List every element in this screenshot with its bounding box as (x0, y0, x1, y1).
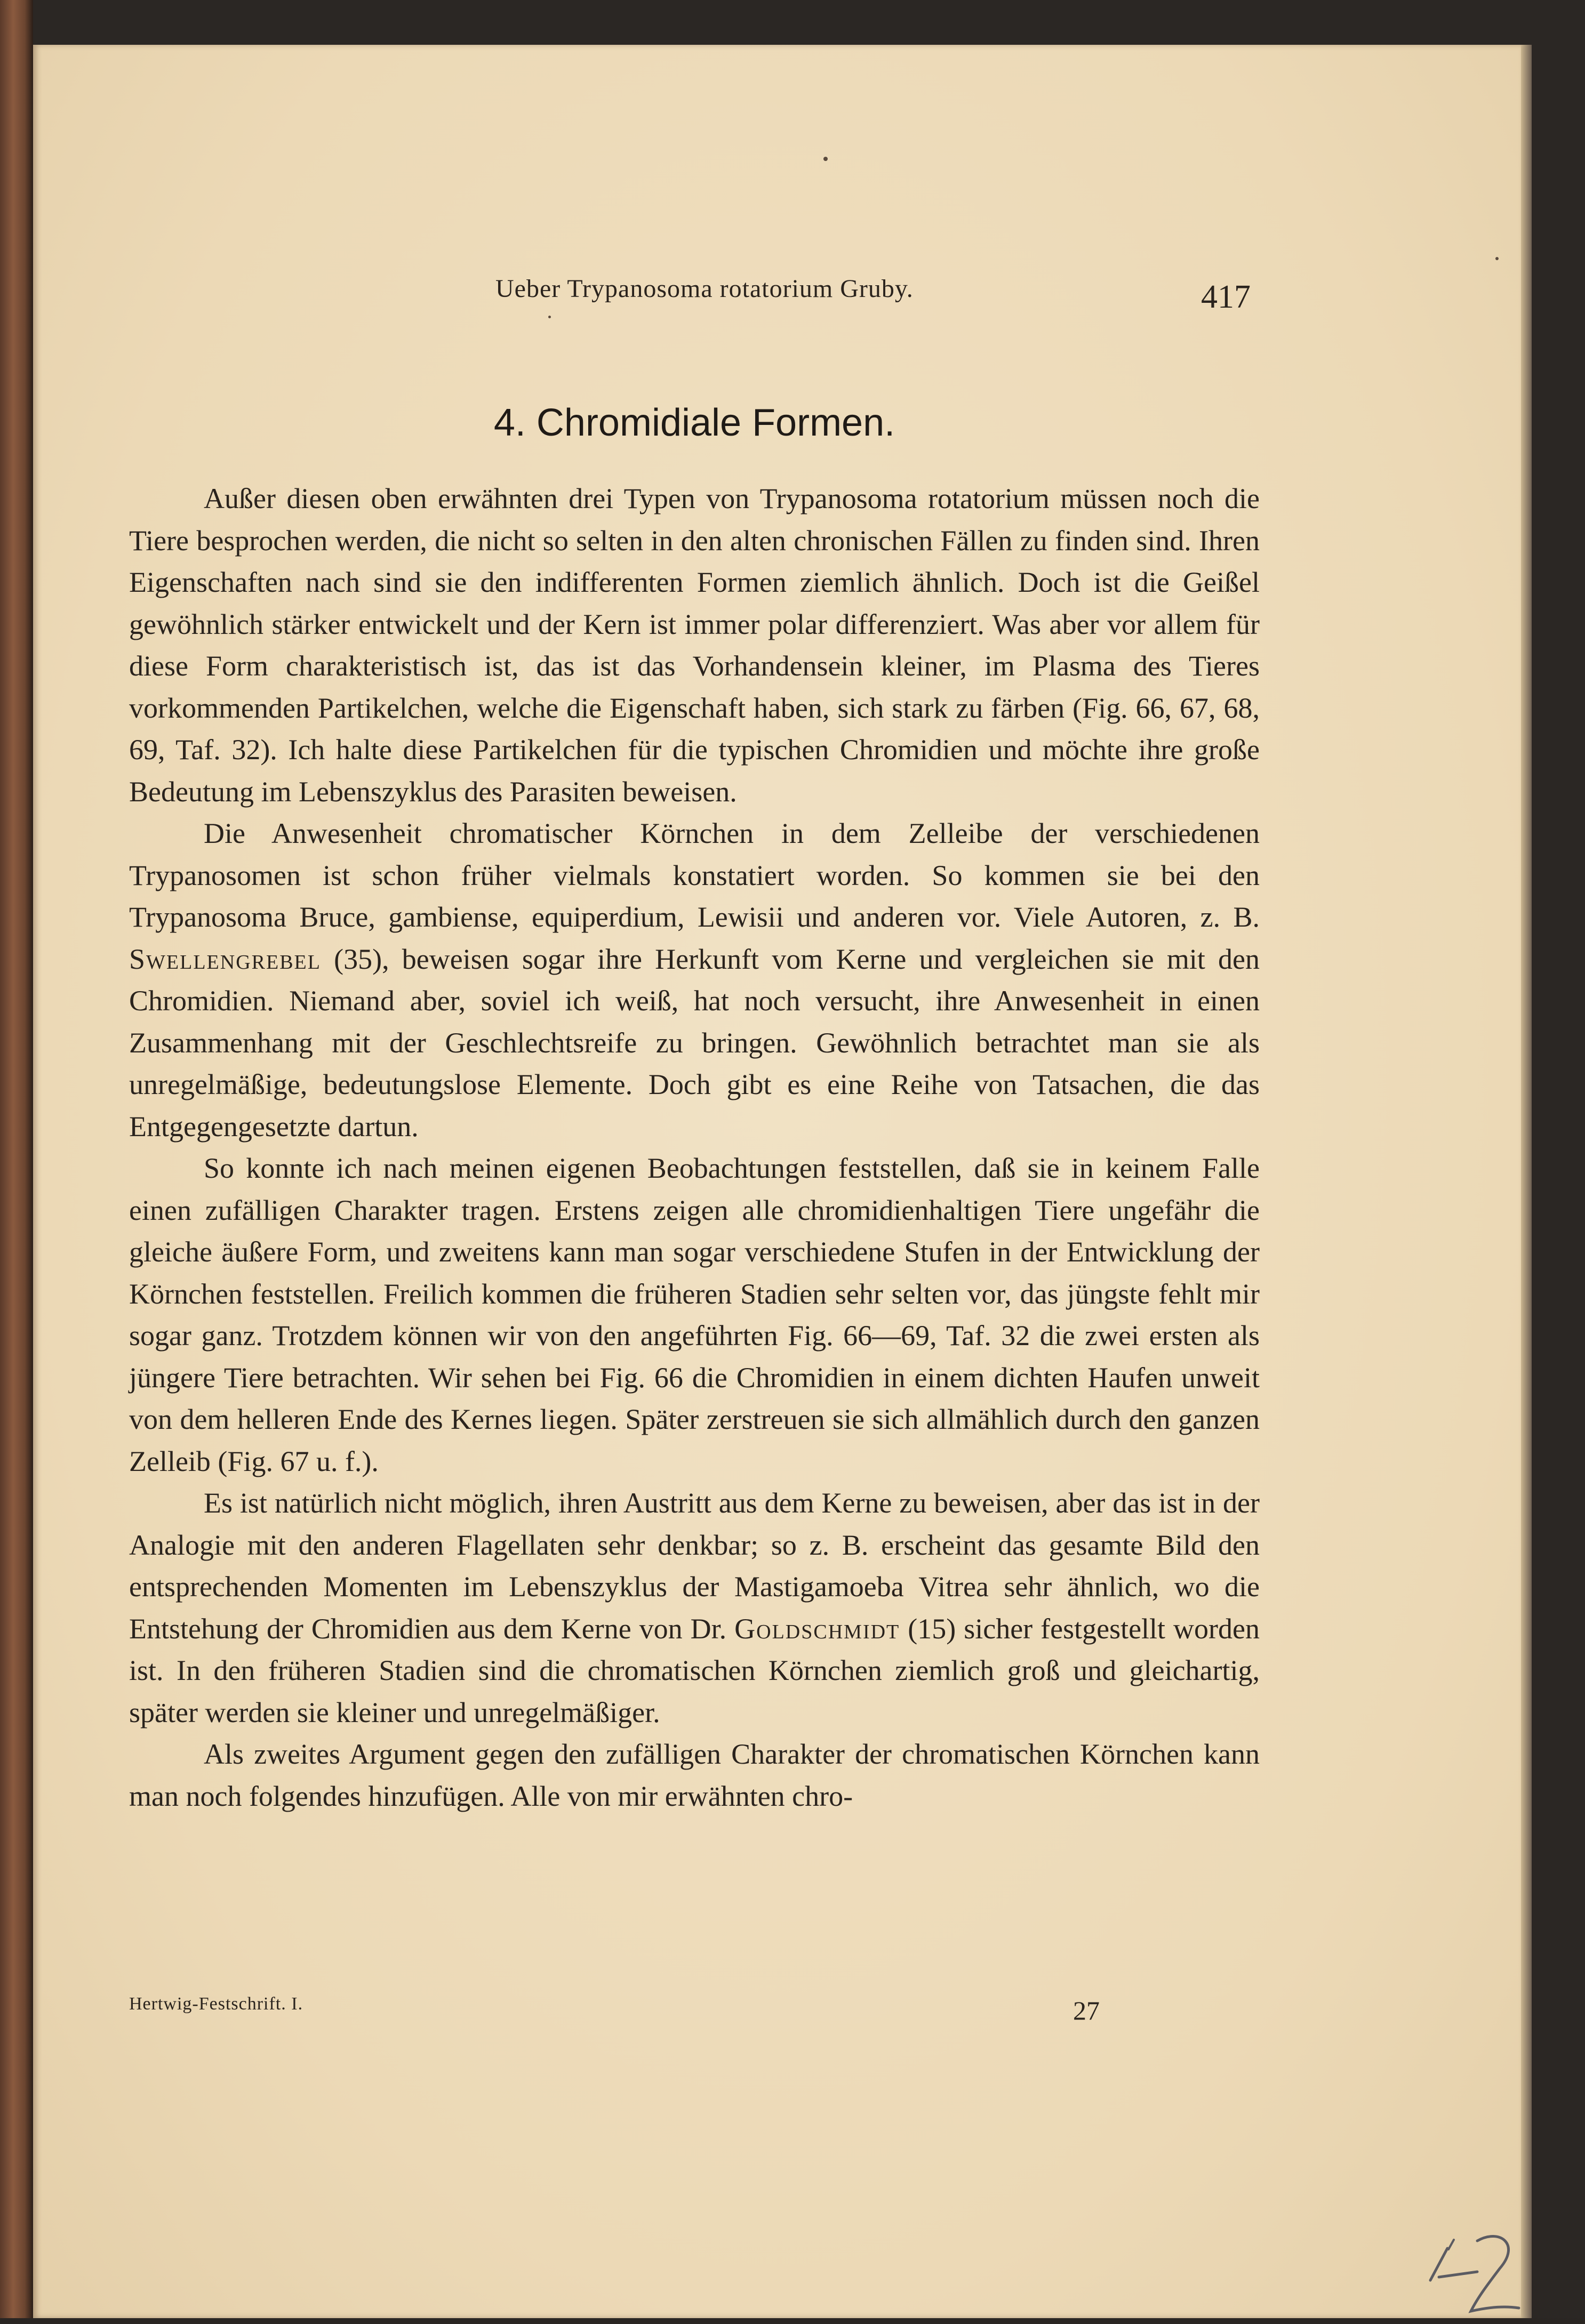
section-title: 4. Chromidiale Formen. (493, 401, 895, 444)
book-page (33, 45, 1521, 2318)
paragraph-text: Die Anwesenheit chromatischer Körnchen in dem Zelleibe der verschiedenen Trypanosomen ist schon früher vielmals konstatiert worden. So kommen sie bei den Trypanosoma Bruce, gambiense, equiperdium, Lewisii und anderen vor. Viele Autoren, z. B. (129, 817, 1260, 933)
paragraph (129, 1147, 1260, 1482)
running-title: Ueber Trypanosoma rotatorium Gruby. (495, 275, 914, 303)
paragraph-text: Als zweites Argument gegen den zufälligen Charakter der chromatischen Körnchen kann man noch folgendes hinzufügen. Alle von mir erwähnten chro- (129, 1738, 1260, 1812)
paper-speck (548, 316, 551, 318)
page-number: 417 (1201, 279, 1251, 315)
running-head (129, 237, 1260, 315)
paragraph-text: (35), beweisen sogar ihre Herkunft vom Kerne und vergleichen sie mit den Chromidien. Niemand aber, soviel ich weiß, hat noch versucht, ihre Anwesenheit in einen Zusammenhang mit der Geschlechtsreife zu bringen. Gewöhnlich betrachtet man sie als unregelmäßige, bedeutungslose Elemente. Doch gibt es eine Reihe von Tatsachen, die das Entgegengesetzte dartun. (129, 943, 1260, 1143)
author-name: Swellengrebel (129, 943, 321, 975)
paragraph (129, 478, 1260, 813)
paragraph-text: Außer diesen oben erwähnten drei Typen von Trypanosoma rotatorium müssen noch die Tiere besprochen werden, die nicht so selten in den alten chronischen Fällen zu finden sind. Ihren Eigenschaften nach sind sie den indifferenten Formen ziemlich ähnlich. Doch ist die Geißel gewöhnlich stärker entwickelt und der Kern ist immer polar differenziert. Was aber vor allem für diese Form charakteristisch ist, das ist das Vorhandensein kleiner, im Plasma des Tieres vorkommenden Partikelchen, welche die Eigenschaft haben, sich stark zu färben (Fig. 66, 67, 68, 69, Taf. 32). Ich halte diese Partikelchen für die typischen Chromidien und möchte ihre große Bedeutung im Lebenszyklus des Parasiten beweisen. (129, 483, 1260, 808)
binding-edge (0, 0, 33, 2318)
paper-speck (1495, 257, 1499, 260)
paragraph-text: (15) sicher festgestellt worden ist. In den früheren Stadien sind die chromatischen Körnchen ziemlich groß und gleichartig, später werden sie kleiner und unregelmäßiger. (129, 1612, 1260, 1728)
pencil-annotation (1420, 2217, 1532, 2324)
paragraph (129, 1482, 1260, 1733)
paragraph-text: So konnte ich nach meinen eigenen Beobachtungen feststellen, daß sie in keinem Falle einen zufälligen Charakter tragen. Erstens zeigen alle chromidienhaltigen Tiere ungefähr die gleiche äußere Form, und zweitens kann man sogar verschiedene Stufen in der Entwicklung der Körnchen feststellen. Freilich kommen die früheren Stadien sehr selten vor, das jüngste fehlt mir sogar ganz. Trotzdem können wir von den angeführten Fig. 66—69, Taf. 32 die zwei ersten als jüngere Tiere betrachten. Wir sehen bei Fig. 66 die Chromidien in einem dichten Haufen unweit von dem helleren Ende des Kernes liegen. Später zerstreuen sie sich allmählich durch den ganzen Zelleib (Fig. 67 u. f.). (129, 1152, 1260, 1477)
sheet-number: 27 (1073, 1996, 1100, 2025)
paper-speck (823, 157, 828, 161)
paragraph-text: Es ist natürlich nicht möglich, ihren Austritt aus dem Kerne zu beweisen, aber das ist in der Analogie mit den anderen Flagellaten sehr denkbar; so z. B. erscheint das gesamte Bild den entsprechenden Momenten im Lebenszyklus der Mastigamoeba Vitrea sehr ähnlich, wo die Entstehung der Chromidien aus dem Kerne von Dr. (129, 1487, 1260, 1645)
page-edge (1521, 45, 1532, 2318)
body-text (129, 478, 1260, 1817)
paragraph (129, 1733, 1260, 1817)
paragraph (129, 813, 1260, 1147)
author-name: Goldschmidt (734, 1612, 900, 1645)
signature-mark: Hertwig-Festschrift. I. (129, 1994, 303, 2014)
page-footer (129, 1994, 1260, 2037)
